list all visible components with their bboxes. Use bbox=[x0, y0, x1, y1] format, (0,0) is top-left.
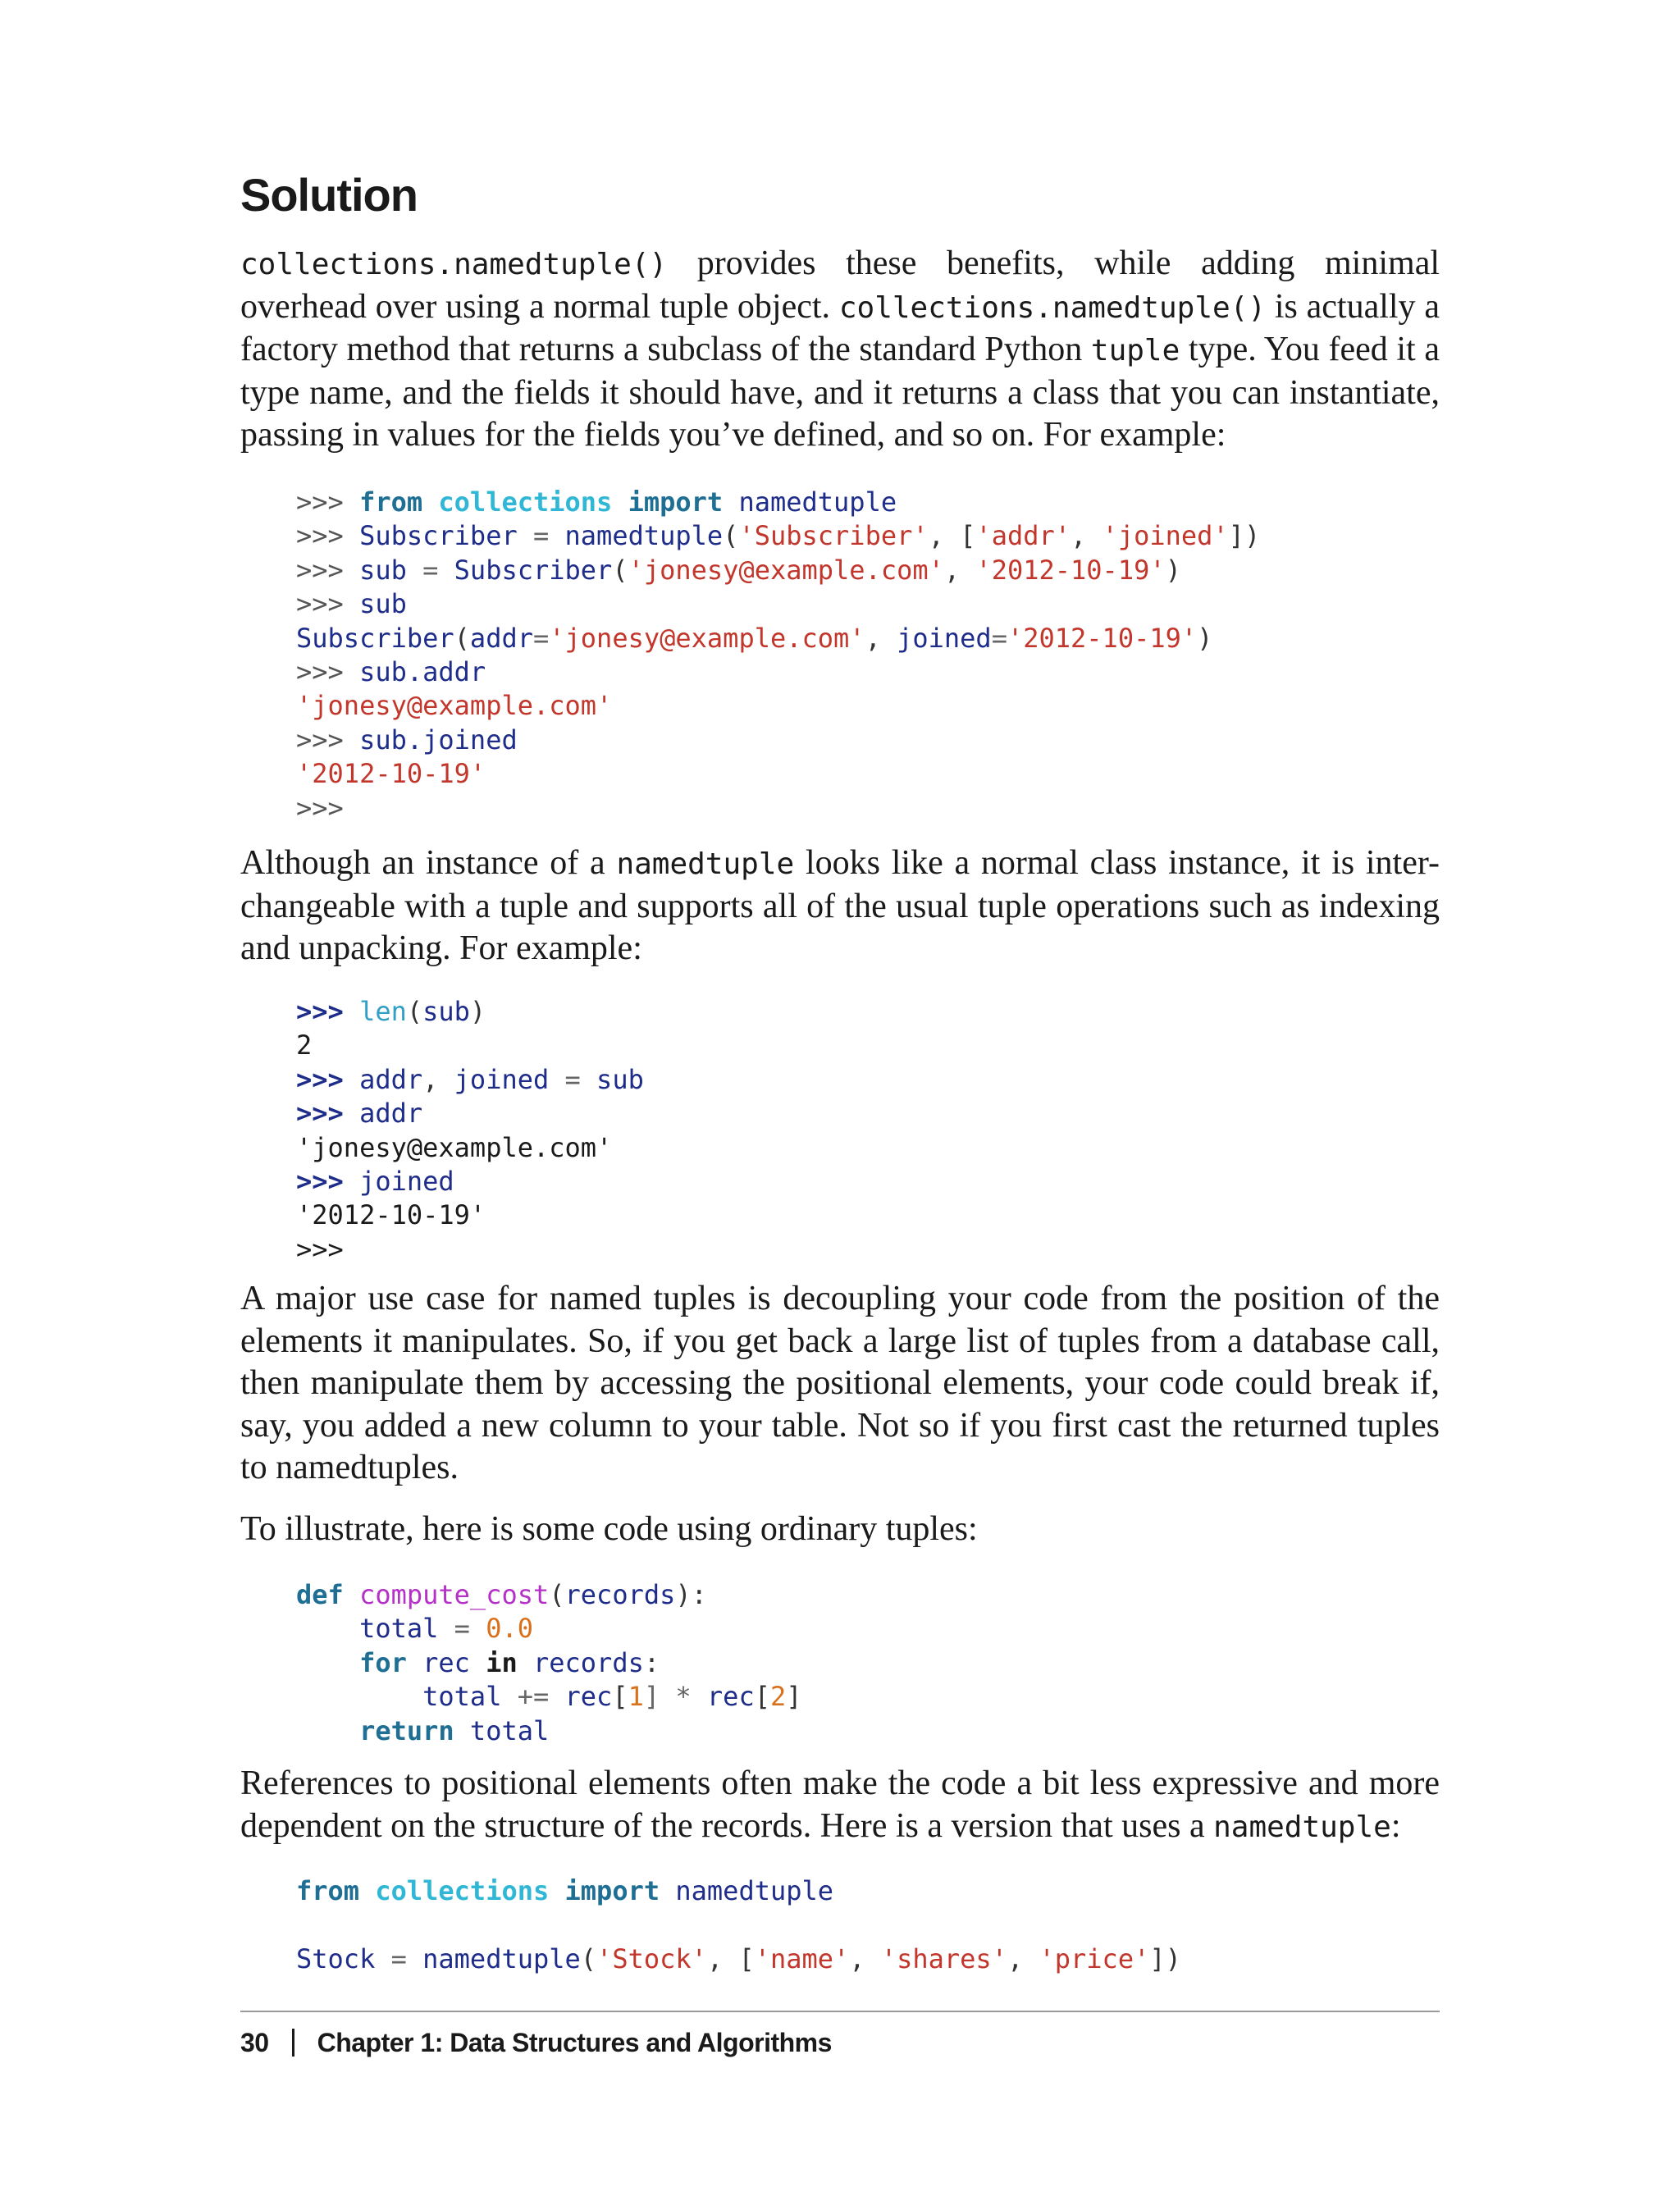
paragraph-text: : bbox=[1390, 1806, 1401, 1845]
code-line: >>> bbox=[296, 792, 344, 824]
code-line: >>> sub.addr bbox=[296, 655, 486, 687]
paragraph-illustrate: To illustrate, here is some code using ordinary tuples: bbox=[240, 1510, 978, 1548]
footer-divider bbox=[240, 2011, 1440, 2012]
inline-code: collections.namedtuple() bbox=[240, 248, 668, 281]
code-block-stock-namedtuple bbox=[296, 1874, 1181, 1976]
paragraph-text: type. You feed it a type name, and the fields it should have, and it returns a class that you can instantiate, passing in values for the fields you’ve defined, and so on. For example: bbox=[240, 331, 1440, 454]
code-line: def compute_cost(records): bbox=[296, 1579, 707, 1610]
code-line: >>> from collections import namedtuple bbox=[296, 486, 897, 518]
code-line: '2012-10-19' bbox=[296, 1199, 486, 1231]
paragraph-namedtuple-instance bbox=[240, 842, 1440, 970]
paragraph-use-case: A major use case for named tuples is decoupling your code from the position of the elements it manipulates. So, if you get back a large list of tuples from a database call, then manipulate them by accessing the positional elements, your code could break if, say, you added a new column to your table. Not so if you first cast the returned tuples to namedtuples. bbox=[240, 1280, 1440, 1486]
paragraph-text: provides these benefits, while adding minimal overhead over using a normal tuple object. bbox=[240, 244, 1440, 326]
code-line: total += rec[1] * rec[2] bbox=[422, 1681, 802, 1713]
paragraph-text: is actually a factory method that returns a subclass of the standard Python bbox=[240, 287, 1440, 368]
code-line: >>> bbox=[296, 1233, 344, 1265]
code-line: >>> sub bbox=[296, 588, 407, 620]
code-line: >>> addr bbox=[296, 1098, 423, 1130]
code-line: '2012-10-19' bbox=[296, 758, 486, 790]
code-line: return total bbox=[359, 1714, 550, 1746]
inline-code: namedtuple bbox=[1213, 1810, 1391, 1844]
page-number: 30 bbox=[240, 2028, 269, 2057]
paragraph-text: References to positional elements often make the code a bit less expressive and more dependent on the structure of the records. Here is a version that uses a bbox=[240, 1764, 1440, 1845]
code-block-compute-cost bbox=[296, 1578, 802, 1748]
code-block-namedtuple-example bbox=[296, 486, 1260, 825]
code-line: >>> addr, joined = sub bbox=[296, 1063, 644, 1095]
code-line: 'jonesy@example.com' bbox=[296, 1131, 613, 1163]
paragraph-references bbox=[240, 1763, 1440, 1848]
code-line: from collections import namedtuple bbox=[296, 1875, 834, 1906]
inline-code: tuple bbox=[1090, 334, 1180, 368]
code-line: total = 0.0 bbox=[359, 1613, 533, 1645]
code-line: >>> Subscriber = namedtuple('Subscriber', ['addr', 'joined']) bbox=[296, 520, 1261, 552]
section-heading: Solution bbox=[240, 169, 418, 221]
paragraph-intro bbox=[240, 243, 1440, 457]
code-line: Subscriber(addr='jonesy@example.com', joined='2012-10-19') bbox=[296, 622, 1213, 654]
code-line: 2 bbox=[296, 1029, 313, 1061]
code-line: 'jonesy@example.com' bbox=[296, 690, 613, 722]
footer-separator bbox=[292, 2029, 294, 2057]
code-line-blank bbox=[296, 1908, 1181, 1942]
code-line: >>> sub = Subscriber('jonesy@example.com', '2012-10-19') bbox=[296, 554, 1181, 586]
paragraph-text: looks like a normal class instance, it is inter-changeable with a tuple and supports all of the usual tuple operations such as indexing and unpacking. For example: bbox=[240, 844, 1440, 967]
code-block-tuple-operations bbox=[296, 995, 644, 1267]
code-line: for rec in records: bbox=[359, 1646, 660, 1678]
code-line: >>> joined bbox=[296, 1165, 454, 1197]
paragraph-text: Although an instance of a bbox=[240, 844, 617, 882]
inline-code: collections.namedtuple() bbox=[838, 290, 1267, 325]
chapter-title: Chapter 1: Data Structures and Algorithms bbox=[317, 2028, 832, 2057]
page-footer bbox=[240, 2028, 832, 2058]
code-line: Stock = namedtuple('Stock', ['name', 'shares', 'price']) bbox=[296, 1942, 1181, 1974]
code-line: >>> sub.joined bbox=[296, 724, 518, 756]
inline-code: namedtuple bbox=[616, 847, 795, 881]
code-line: >>> len(sub) bbox=[296, 996, 486, 1027]
